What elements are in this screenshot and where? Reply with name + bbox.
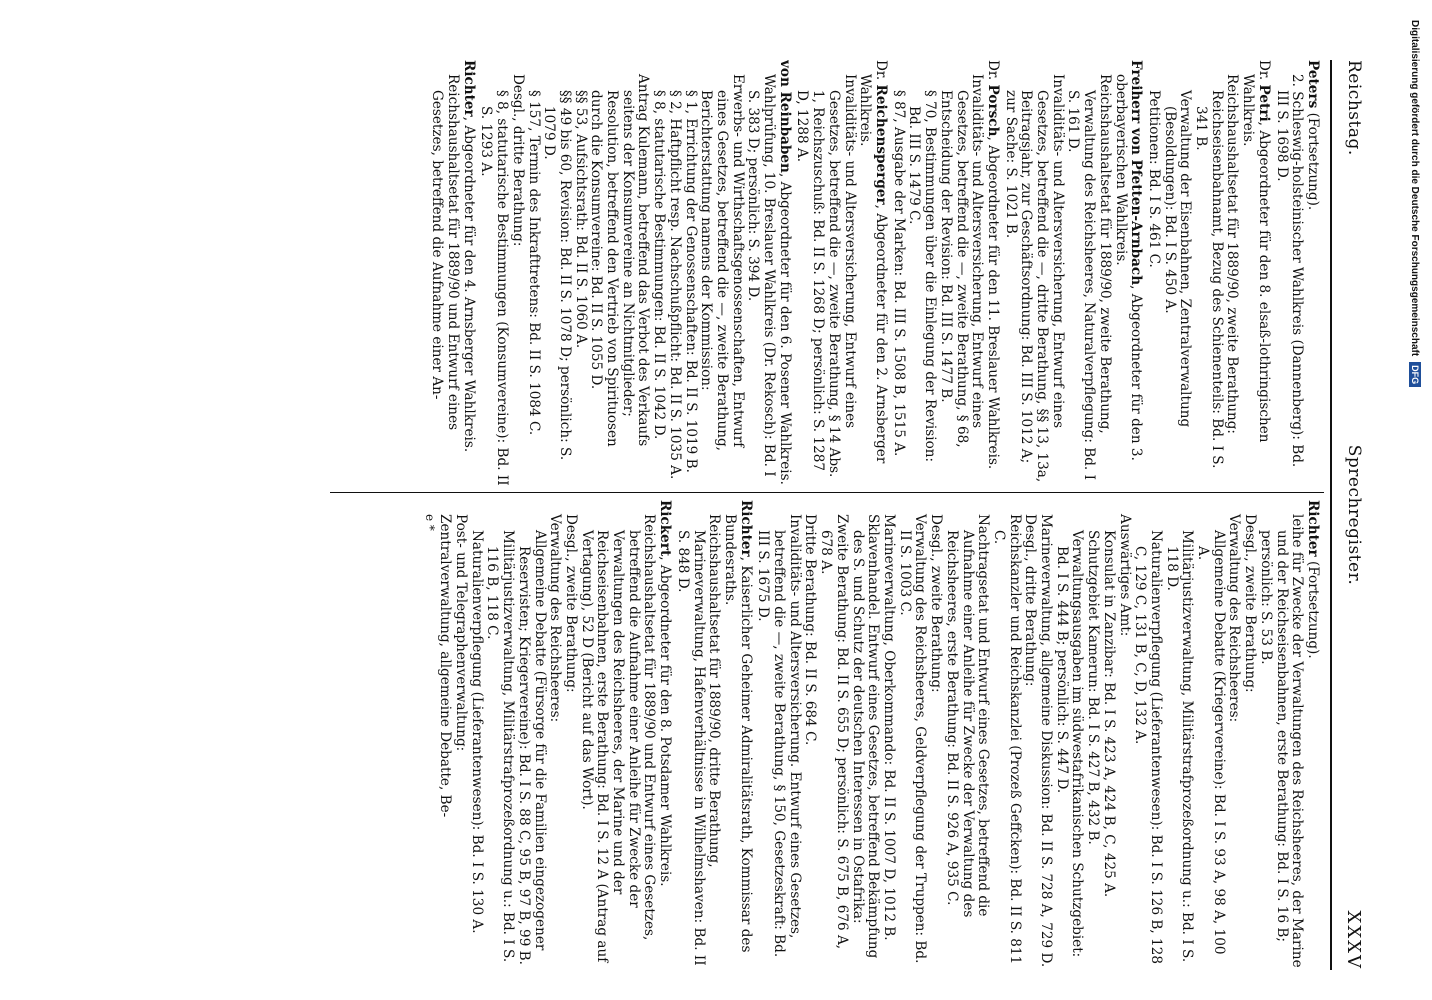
entry-name: von Reinbaben [776, 60, 793, 173]
entry-reference: Zweite Berathung: Bd. II S. 655 D; persönlich: S. 675 B, 676 A, 678 A. [818, 514, 850, 950]
register-entry [460, 60, 476, 486]
entry-reference: Verwaltung des Reichsheeres, Geldverpflegung der Truppen: Bd. II S. 1003 C. [896, 514, 929, 964]
entry-prefix: Dr. [873, 60, 890, 85]
register-entry [1304, 60, 1320, 486]
entry-description: , Abgeordneter für den 4. Arnsberger Wahlkreis. [460, 116, 477, 453]
entry-reference: Reichseisenbahnamt, Bezug des Schienenteils: Bd. I S. 341 B. [1193, 90, 1225, 469]
header-title: Sprechregister. [1344, 444, 1364, 586]
dfg-stamp [1408, 20, 1422, 980]
entry-reference: Petitionen: Bd. I S. 461 C. [1145, 90, 1162, 268]
entry-reference: Desgl., zweite Berathung: [562, 514, 579, 693]
entry-name: Richter [460, 60, 477, 117]
entry-description: , Abgeordneter für den 3. oberbayerischen Wahlkreis. [1112, 74, 1145, 461]
left-column [34, 60, 1322, 486]
entry-reference: Zentralverwaltung, allgemeine Debatte, Be- [437, 514, 454, 818]
entry-reference: § 8, statutarische Bestimmungen: Bd. II S. 1042 D. [651, 90, 668, 440]
register-entry [656, 500, 672, 970]
entry-reference: Naturalienverpflegung (Lieferantenwesen): Bd. I S. 130 A. [468, 530, 485, 934]
register-entry [984, 60, 1000, 486]
entry-name: Richter [1305, 500, 1321, 557]
entry-reference: Verwaltung des Reichsheeres: [1226, 514, 1243, 723]
entry-reference: Verwaltung der Eisenbahnen, Zentralverwaltung (Besoldungen): Bd. I S. 450 A. [1161, 90, 1194, 428]
dfg-logo-icon: DFG [1409, 362, 1421, 387]
entry-reference: § 70, Bestimmungen über die Einlegung der Revision: Bd. III S. 1479 C. [906, 90, 939, 463]
entry-reference: § 1, Errichtung der Genossenschaften: Bd. II S. 1019 B. [682, 90, 699, 473]
entry-reference: Militärjustizverwaltung, Militärstrafprozeßordnung u.: Bd. I S. 118 D. [1163, 530, 1196, 963]
entry-reference: Dritte Berathung: Bd. II S. 684 C. [802, 514, 819, 746]
entry-reference: Antrag Kulemann, betreffend das Verbot des Verkaufs seitens der Konsumvereine an Nichtmitglieder; Resolution, betreffend den Vertrieb von Spirituosen durch die Konsumvereine: Bd. II S. 1055 D. [588, 74, 652, 447]
entry-reference: Wahlprüfung, 10. Breslauer Wahlkreis (Dr. Rekosch): Bd. I S. 383 D; persönlich: S. 394 D. [745, 74, 778, 477]
header-rule [1330, 60, 1332, 970]
entry-prefix: Dr. [984, 60, 1001, 85]
entry-reference: § 8, statutarische Bestimmungen (Konsumvereine): Bd. II S. 1293 A. [478, 90, 511, 486]
entry-reference: Invaliditäts- und Altersversicherung, Entwurf eines Gesetzes, betreffend die —, zweite Berathung, § 68, Entscheidung der Revision: Bd. III S. 1477 B. [937, 74, 986, 448]
entry-name: Freiherr von Pfetten-Arnbach [1128, 60, 1145, 286]
entry-reference: Auswärtiges Amt: [1116, 514, 1133, 637]
entry-reference: Nachtragsetat und Entwurf eines Gesetzes, betreffend die Aufnahme einer Anleihe für Zwecke der Verwaltung des Reichsheeres, erste Berathung: Bd. II S. 926 A, 935 C. [943, 514, 992, 918]
entry-reference: § 87, Ausgabe der Marken: Bd. III S. 1508 B, 1515 A. [890, 90, 907, 457]
entry-name: Porsch [984, 84, 1001, 137]
entry-reference: Desgl., zweite Berathung: [928, 514, 945, 693]
entry-reference: Reichshaushaltsetat für 1889/90 und Entwurf eines Gesetzes, betreffend die Aufnahme einer Anleihe für Zwecke der Verwaltungen des Reichsheeres, der Marine und der Reichseisenbahnen, erste Berathung: Bd. I S. 12 A (Antrag auf Vertagung), 52 D (Bericht auf das Wort). [578, 514, 658, 963]
header-left: Reichstag. [1344, 60, 1364, 156]
register-entry [776, 60, 792, 486]
entry-reference: Schutzgebiet Kamerun: Bd. I S. 427 B, 432 B. [1085, 530, 1102, 845]
entry-reference: Reichshaushaltsetat für 1889/90 und Entwurf eines Gesetzes, betreffend die Aufnahme einer An- [429, 74, 462, 431]
entry-reference: Desgl., zweite Berathung: [1242, 514, 1259, 693]
entry-reference: Verwaltung des Reichsheeres: [547, 514, 564, 723]
entry-description: (Fortsetzung). [1305, 556, 1321, 659]
page-header [1334, 60, 1374, 970]
register-entry [1112, 60, 1143, 486]
entry-name: Peters [1305, 60, 1321, 109]
entry-reference: Desgl., dritte Berathung: [1022, 514, 1039, 687]
entry-description: (Fortsetzung). [1305, 108, 1321, 211]
entry-reference: Reichshaushaltsetat für 1889/90, zweite Berathung, Verwaltung des Reichsheeres, Naturalverpflegung: Bd. I S. 161 D. [1065, 74, 1113, 480]
entry-reference: Desgl., dritte Berathung: [509, 74, 526, 247]
entry-reference: Reichskanzler und Reichskanzlei (Prozeß Geffcken): Bd. II S. 811 C. [990, 514, 1023, 965]
entry-description: , Abgeordneter für den 8. elsaß-lothringischen Wahlkreis. [1240, 74, 1272, 443]
register-entry [1304, 500, 1320, 970]
entry-reference: Allgemeine Debatte (Fürsorge für die Familien eingezogener Reservisten; Kriegervereine): Bd. I S. 88 C, 95 B, 97 B, 99 B. [515, 530, 548, 965]
entry-reference: 2. Schleswig-holsteinischer Wahlkreis (Dannenberg): Bd. III S. 1698 D. [1273, 74, 1306, 468]
right-column [34, 500, 1322, 970]
entry-name: Richter [737, 500, 754, 557]
entry-prefix: Dr. [1255, 60, 1272, 85]
entry-reference: § 2, Haftpflicht resp. Nachschußpflicht: Bd. II S. 1035 A. [666, 90, 683, 480]
entry-reference: Sklavenhandel. Entwurf eines Gesetzes, betreffend Bekämpfung des S. und Schutz der deutschen Interessen in Ostafrika: [849, 514, 882, 959]
entry-description: , Abgeordneter für den 11. Breslauer Wahlkreis. [984, 136, 1001, 470]
entry-reference: leihe für Zwecke der Verwaltungen des Reichsheeres, der Marine und der Reichseisenbahnen, erste Berathung: Bd. I S. 16 B; persönlich: S. 53 B. [1257, 514, 1306, 968]
entry-reference: §§ 49 bis 60, Revision: Bd. II S. 1078 D; persönlich: S. 1079 D. [541, 90, 573, 461]
entry-reference: Erwerbs- und Wirthschaftsgenossenschaften, Entwurf eines Gesetzes, betreffend die —, zweite Berathung, Berichterstattung namens der Kommission: [698, 74, 746, 451]
entry-name: Petri [1255, 84, 1272, 122]
register-entry [1239, 60, 1270, 486]
entry-reference: Militärjustizverwaltung, Militärstrafprozeßordnung u.: Bd. I S. 116 B, 118 C. [484, 530, 517, 963]
entry-reference: Reichshaushaltsetat für 1889/90, dritte Berathung, Marineverwaltung, Hafenverhältnisse in Wilhelmshaven: Bd. II S. 848 D. [674, 514, 723, 966]
page-number: XXXV [1343, 910, 1365, 970]
entry-reference: § 157, Termin des Inkrafttretens: Bd. II S. 1084 C. [525, 90, 542, 436]
entry-description: , Abgeordneter für den 6. Posener Wahlkreis. [776, 172, 793, 485]
dfg-stamp-text: Digitalisierung gefördert durch die Deutsche Forschungsgemeinschaft [1409, 20, 1421, 357]
register-entry [857, 60, 888, 486]
entry-reference: Reichshaushaltsetat für 1889/90, zweite Berathung: [1224, 74, 1241, 434]
entry-reference: Allgemeine Debatte (Kriegervereine): Bd. I S. 93 A, 98 A, 100 A. [1195, 530, 1227, 955]
entry-reference: Invaliditäts- und Altersversicherung. Entwurf eines Gesetzes, betreffend die —, zweite Berathung, § 150, Gesetzeskraft: Bd. III S. 1675 D. [755, 514, 803, 958]
entry-reference: Invaliditäts- und Altersversicherung, Entwurf eines Gesetzes, betreffend die —, zweite Berathung, § 14 Abs. 1, Reichszuschuß: Bd. II S. 1268 D; persönlich: S. 1287 D, 1288 A. [794, 74, 858, 478]
entry-name: Rickert [657, 500, 674, 557]
register-entry [721, 500, 752, 970]
entry-description: , Abgeordneter für den 8. Potsdamer Wahlkreis. [657, 556, 674, 887]
entry-reference: Konsulat in Zanzibar: Bd. I S. 423 A, 424 B, C, 425 A. [1100, 530, 1117, 898]
column-divider [330, 492, 1324, 493]
entry-reference: Marineverwaltung, Oberkommando: Bd. II S. 1007 D, 1012 B. [881, 514, 898, 941]
entry-reference: Post- und Telegraphenverwaltung: [453, 514, 470, 752]
entry-reference: §§ 53, Aufsichtsrath: Bd. II S. 1060 A. [572, 90, 589, 349]
entry-name: Reichensperger [873, 84, 890, 205]
signature-mark: e * [422, 514, 437, 531]
entry-description: , Abgeordneter für den 2. Arnsberger Wahlkreis. [857, 74, 890, 464]
entry-reference: Invaliditäts- und Altersversicherung, Entwurf eines Gesetzes, betreffend die —, dritte Berathung, §§ 13, 13a, Beitragsjahr, zur Geschäftsordnung: Bd. III S. 1012 A; zur Sache: S. 1021 B. [1002, 74, 1066, 483]
entry-description: , Kaiserlicher Geheimer Admiralitätsrath, Kommissar des Bundesraths. [721, 514, 754, 953]
entry-reference: Marineverwaltung, allgemeine Diskussion: Bd. II S. 728 A, 729 D. [1038, 514, 1055, 968]
entry-reference: Verwaltungsausgaben im südwestafrikanischen Schutzgebiet: Bd. I S. 444 B; persönlich: S. 447 D. [1053, 530, 1086, 958]
entry-reference: Naturalienverpflegung (Lieferantenwesen): Bd. I S. 126 B, 128 C, 129 C, 131 B, C, D, 132 A. [1132, 530, 1164, 965]
